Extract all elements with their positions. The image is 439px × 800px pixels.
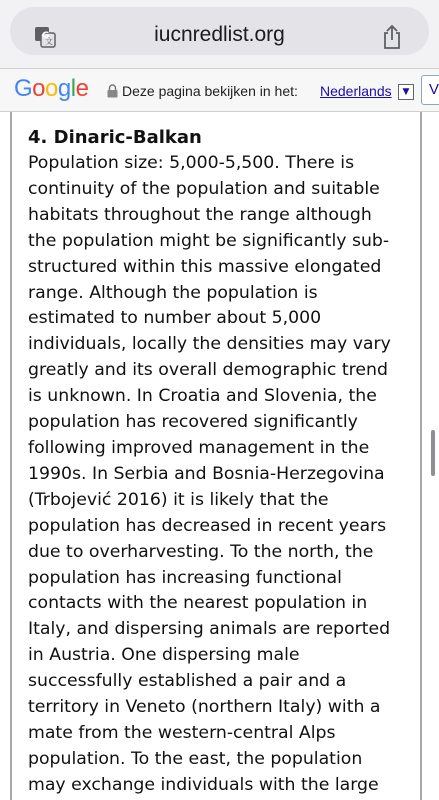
- body-line: (Trbojević 2016) it is likely that the: [28, 489, 329, 510]
- section-body: [28, 151, 422, 799]
- body-line: structured within this massive elongated: [28, 256, 382, 277]
- body-line: in Austria. One dispersing male: [28, 645, 300, 666]
- article-content: [10, 112, 422, 800]
- body-line: successfully established a pair and a: [28, 671, 347, 692]
- body-line: following improved management in the: [28, 437, 370, 458]
- body-line: population has decreased in recent years: [28, 515, 387, 536]
- scrollbar-thumb[interactable]: [431, 430, 435, 476]
- body-line: Population size: 5,000-5,500. There is: [28, 153, 355, 173]
- google-logo: Google: [14, 75, 89, 102]
- address-bar[interactable]: [10, 7, 429, 55]
- browser-top-bar: [0, 0, 439, 68]
- view-translation-button[interactable]: V: [421, 75, 439, 105]
- body-line: greatly and its overall demographic trend: [28, 360, 388, 381]
- body-line: continuity of the population and suitable: [28, 178, 380, 199]
- section-heading: 4. Dinaric-Balkan: [28, 127, 202, 148]
- language-link[interactable]: Nederlands: [320, 83, 392, 99]
- body-line: individuals, locally the densities may vary: [28, 334, 391, 355]
- body-line: population. To the east, the population: [28, 748, 363, 769]
- body-line: mate from the western-central Alps: [28, 722, 336, 743]
- language-dropdown[interactable]: ▼: [398, 84, 414, 100]
- share-icon[interactable]: [381, 24, 403, 50]
- translate-prompt: Deze pagina bekijken in het:: [122, 83, 298, 99]
- svg-text:文: 文: [45, 37, 53, 46]
- url-text[interactable]: iucnredlist.org: [154, 23, 285, 46]
- body-line: contacts with the nearest population in: [28, 593, 368, 614]
- body-line: the population might be significantly sub-: [28, 230, 390, 251]
- body-line: Italy, and dispersing animals are reported: [28, 619, 391, 640]
- body-line: may exchange individuals with the large: [28, 774, 379, 795]
- body-line: population has recovered significantly: [28, 412, 358, 433]
- google-translate-bar: [0, 68, 439, 112]
- body-line: habitats throughout the range although: [28, 204, 372, 225]
- body-line: territory in Veneto (northern Italy) with a: [28, 697, 381, 718]
- body-line: population has increasing functional: [28, 567, 342, 588]
- body-line: is unknown. In Croatia and Slovenia, the: [28, 386, 377, 407]
- body-line: range. Although the population is: [28, 282, 318, 303]
- lock-icon: [107, 84, 118, 98]
- body-line: 1990s. In Serbia and Bosnia-Herzegovina: [28, 463, 385, 484]
- body-line: due to overharvesting. To the north, the: [28, 541, 374, 562]
- body-line: estimated to number about 5,000: [28, 308, 322, 329]
- svg-text:G: G: [42, 31, 50, 41]
